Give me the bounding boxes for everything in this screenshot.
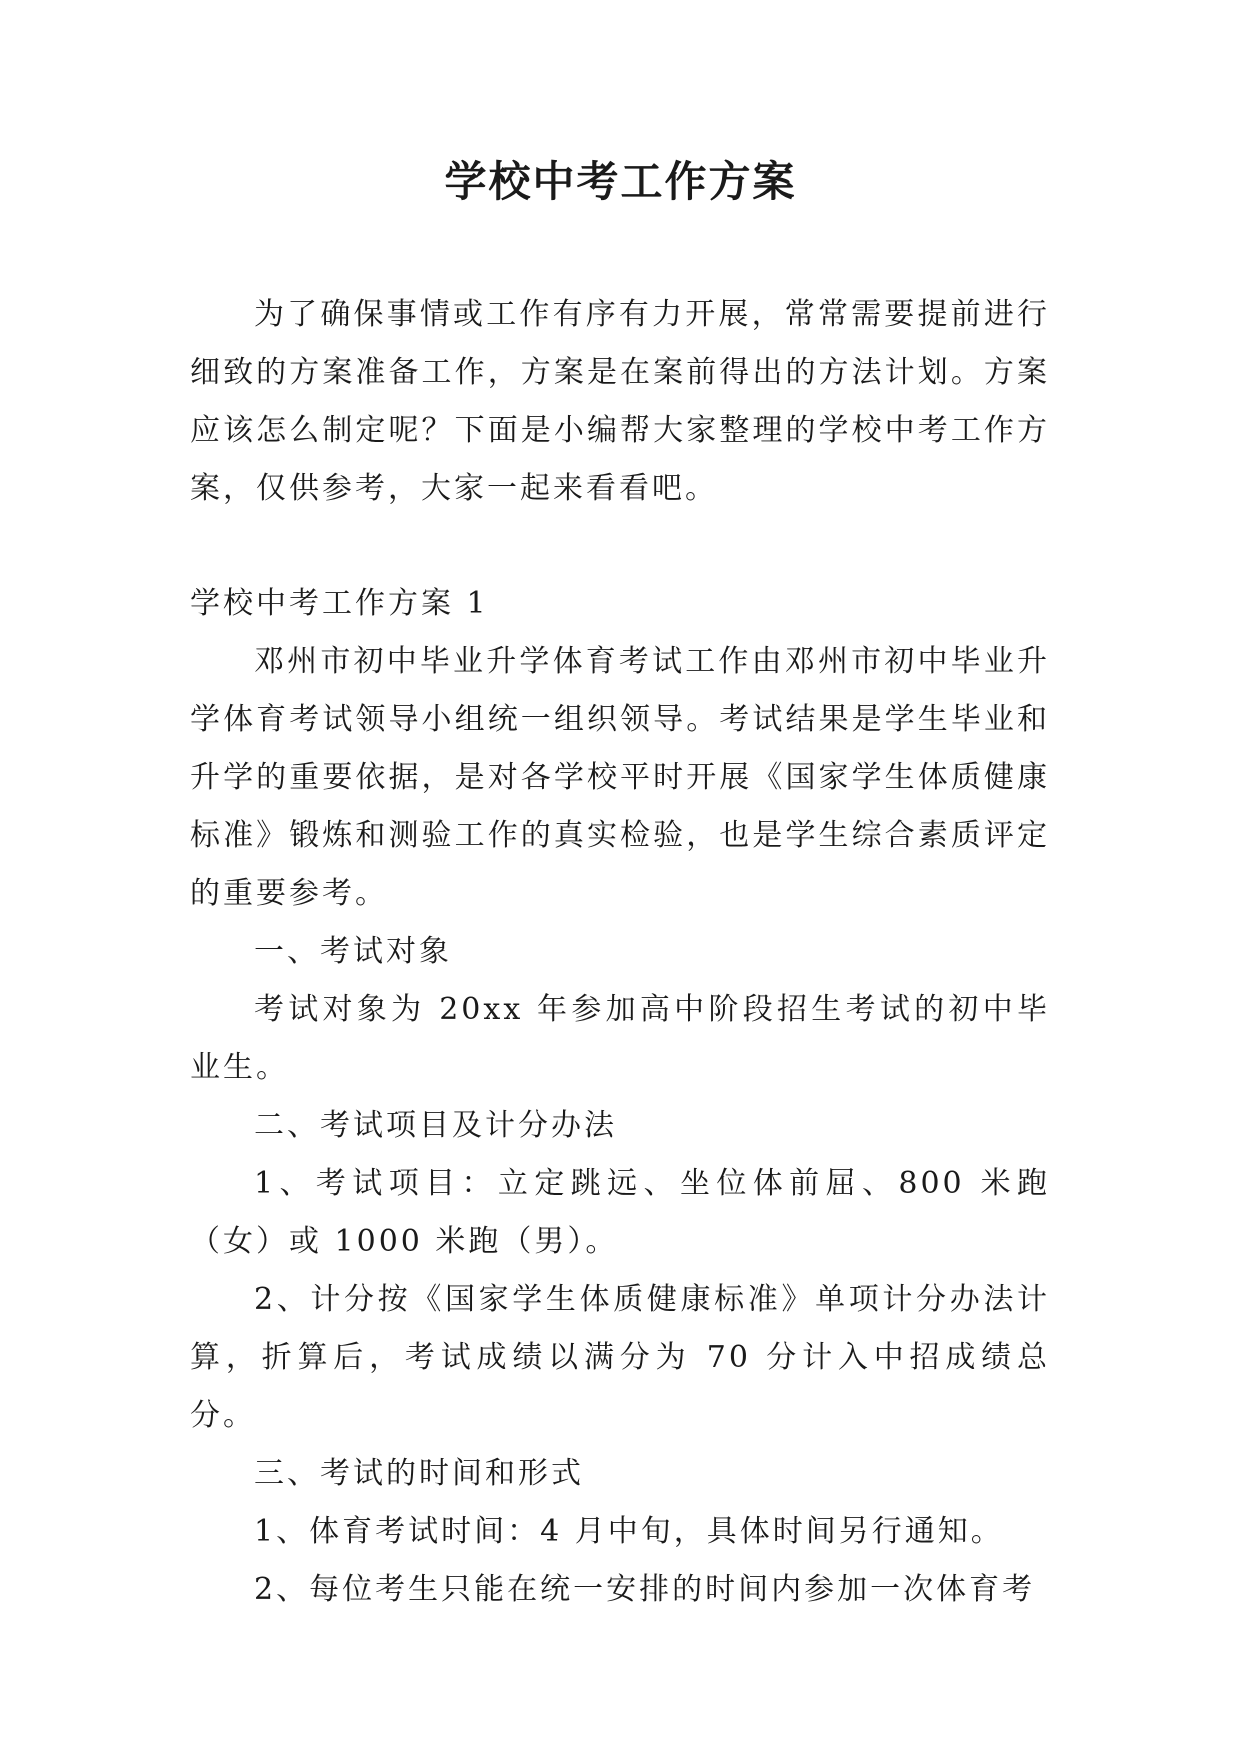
heading-exam-time: 三、考试的时间和形式	[254, 1456, 584, 1491]
document-title: 学校中考工作方案	[444, 157, 797, 206]
heading-exam-items: 二、考试项目及计分办法	[254, 1108, 617, 1143]
paragraph: 1、考试项目：立定跳远、坐位体前屈、800 米跑（女）或 1000 米跑（男）。	[190, 1166, 1050, 1259]
intro-paragraph: 为了确保事情或工作有序有力开展，常常需要提前进行细致的方案准备工作，方案是在案前得出的方法计划。方案应该怎么制定呢？下面是小编帮大家整理的学校中考工作方案，仅供参考，大家一起来看看吧。	[190, 297, 1050, 506]
paragraph: 1、体育考试时间：4 月中旬，具体时间另行通知。	[254, 1514, 1004, 1549]
paragraph: 2、计分按《国家学生体质健康标准》单项计分办法计算，折算后，考试成绩以满分为 70 分计入中招成绩总分。	[190, 1282, 1050, 1433]
paragraph: 考试对象为 20xx 年参加高中阶段招生考试的初中毕业生。	[190, 992, 1050, 1085]
section-title: 学校中考工作方案 1	[190, 586, 489, 621]
intro-block	[190, 286, 1050, 518]
section-block	[190, 575, 1050, 1619]
paragraph: 2、每位考生只能在统一安排的时间内参加一次体育考	[254, 1572, 1036, 1607]
paragraph: 邓州市初中毕业升学体育考试工作由邓州市初中毕业升学体育考试领导小组统一组织领导。考试结果是学生毕业和升学的重要依据，是对各学校平时开展《国家学生体质健康标准》锻炼和测验工作的真实检验，也是学生综合素质评定的重要参考。	[190, 644, 1050, 911]
heading-exam-target: 一、考试对象	[254, 934, 452, 969]
